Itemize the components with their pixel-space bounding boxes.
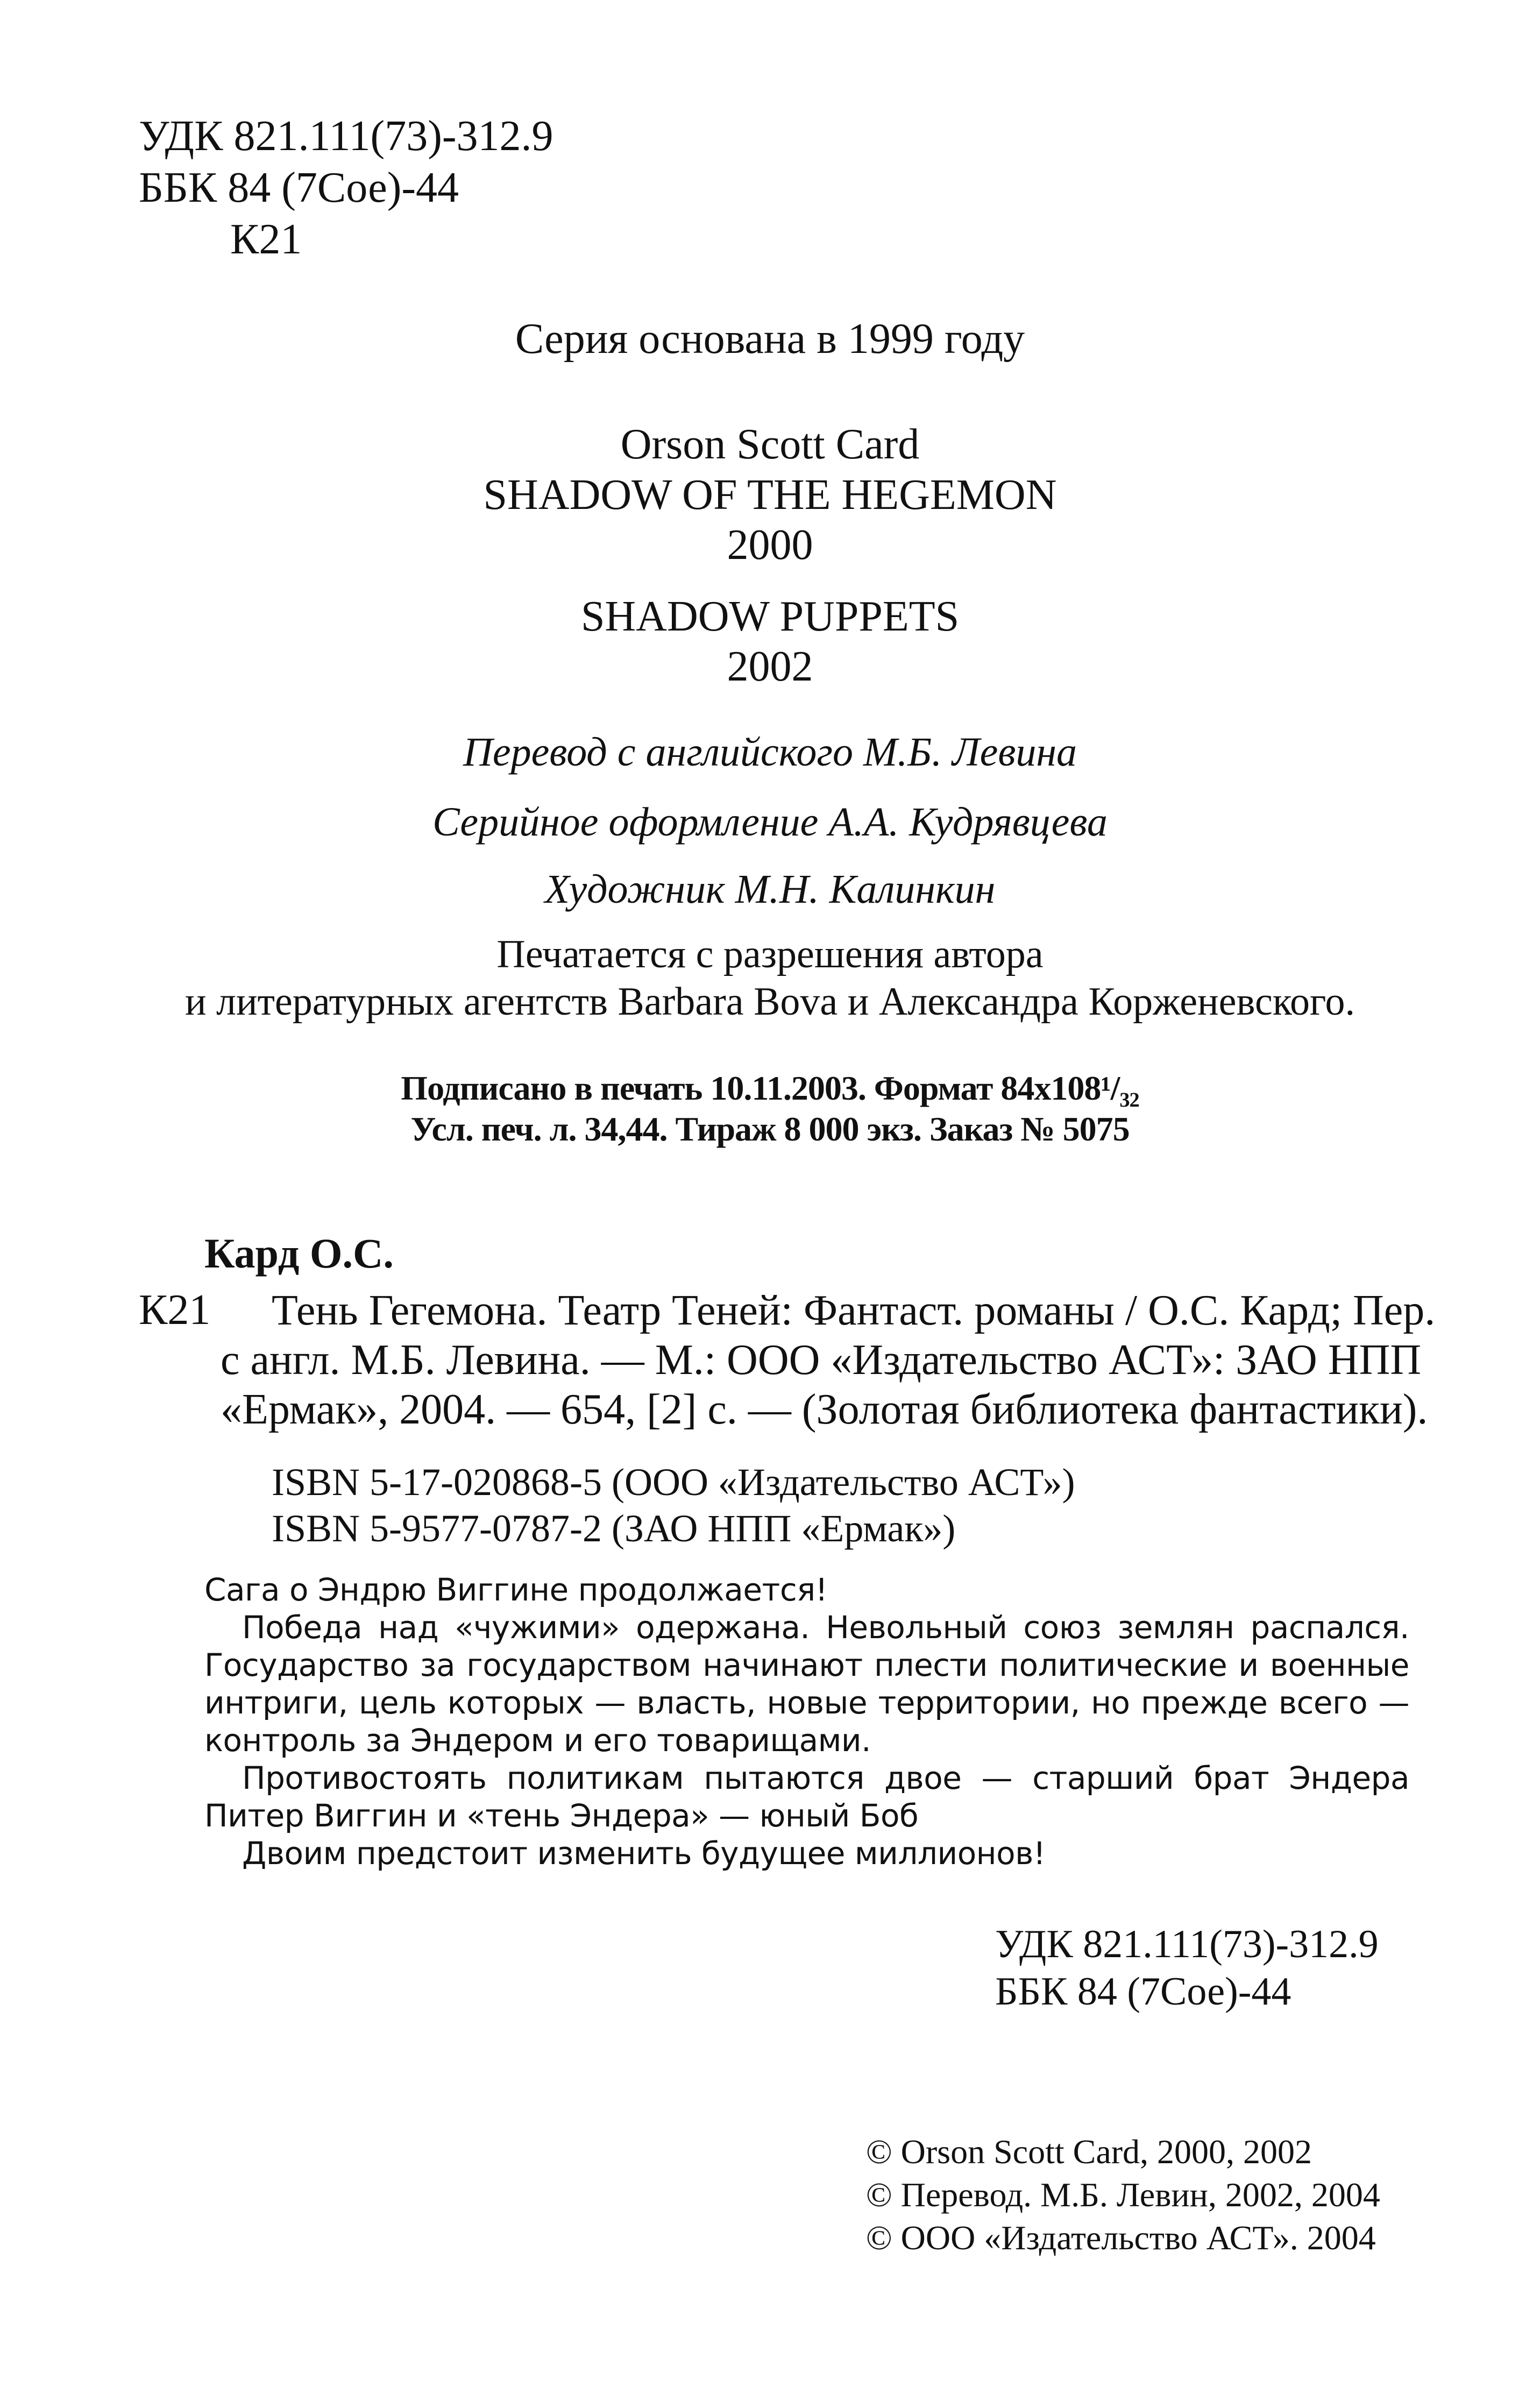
- artist-credit: Художник М.Н. Калинкин: [544, 867, 996, 912]
- original-year-2: 2002: [727, 643, 813, 690]
- annotation-paragraph: Противостоять политикам пытаются двое — старший брат Эндера Питер Виггин и «тень Эндера» — юный Боб: [204, 1760, 1409, 1834]
- biblio-line-1: Тень Гегемона. Театр Теней: Фантаст. романы / О.С. Кард; Пер.: [272, 1287, 1436, 1334]
- udk-code: УДК 821.111(73)-312.9: [995, 1922, 1379, 1966]
- biblio-index: К21: [139, 1286, 211, 1334]
- top-classification: [139, 110, 553, 265]
- translation-credit: Перевод с английского М.Б. Левина: [463, 730, 1077, 775]
- isbn-line: ISBN 5-17-020868-5 (ООО «Издательство АСТ»): [272, 1461, 1075, 1504]
- author-mark: К21: [230, 216, 302, 263]
- bottom-classification: [995, 1921, 1379, 2015]
- original-title-2: SHADOW PUPPETS: [580, 593, 960, 640]
- permission-line-1: Печатается с разрешения автора: [496, 932, 1044, 976]
- copyright-block: [866, 2130, 1380, 2260]
- biblio-line-3: «Ермак», 2004. — 654, [2] с. — (Золотая библиотека фантастики).: [221, 1386, 1428, 1433]
- print-info: [0, 1068, 1540, 1150]
- permission-note: [0, 931, 1540, 1025]
- bbk-code: ББК 84 (7Сое)-44: [139, 164, 459, 211]
- biblio-line-2: с англ. М.Б. Левина. — М.: ООО «Издательство АСТ»: ЗАО НПП: [221, 1336, 1422, 1384]
- permission-line-2: и литературных агентств Barbara Bova и Александра Корженевского.: [184, 980, 1356, 1024]
- print-info-line-2: Усл. печ. л. 34,44. Тираж 8 000 экз. Заказ № 5075: [410, 1110, 1130, 1148]
- copyright-line: © Orson Scott Card, 2000, 2002: [866, 2133, 1312, 2171]
- original-year-1: 2000: [727, 521, 813, 569]
- isbn-line: ISBN 5-9577-0787-2 (ЗАО НПП «Ермак»): [272, 1507, 956, 1550]
- biblio-author-heading: Кард О.С.: [204, 1230, 394, 1277]
- series-note: Серия основана в 1999 году: [515, 315, 1025, 363]
- bbk-code: ББК 84 (7Сое)-44: [995, 1970, 1291, 2014]
- annotation-paragraph: Победа над «чужими» одержана. Невольный союз землян распался. Государство за государством начинают плести политические и военные интриги, цель которых — власть, новые территории, но прежде всего — контроль за Эндером и его товарищами.: [204, 1609, 1409, 1759]
- annotation: [204, 1571, 1409, 1872]
- isbn-block: [272, 1459, 1075, 1552]
- annotation-paragraph: Сага о Эндрю Виггине продолжается!: [204, 1571, 828, 1608]
- udk-code: УДК 821.111(73)-312.9: [139, 112, 553, 160]
- biblio-description: [221, 1286, 1436, 1434]
- series-design-credit: Серийное оформление А.А. Кудрявцева: [432, 799, 1108, 845]
- print-info-line-1: Подписано в печать 10.11.2003. Формат 84х108¹/₃₂: [401, 1069, 1139, 1107]
- original-author: Orson Scott Card: [620, 421, 920, 468]
- copyright-line: © ООО «Издательство АСТ». 2004: [866, 2219, 1376, 2257]
- copyright-line: © Перевод. М.Б. Левин, 2002, 2004: [866, 2176, 1380, 2214]
- annotation-paragraph: Двоим предстоит изменить будущее миллионов!: [242, 1835, 1046, 1872]
- original-title-1: SHADOW OF THE HEGEMON: [483, 471, 1057, 519]
